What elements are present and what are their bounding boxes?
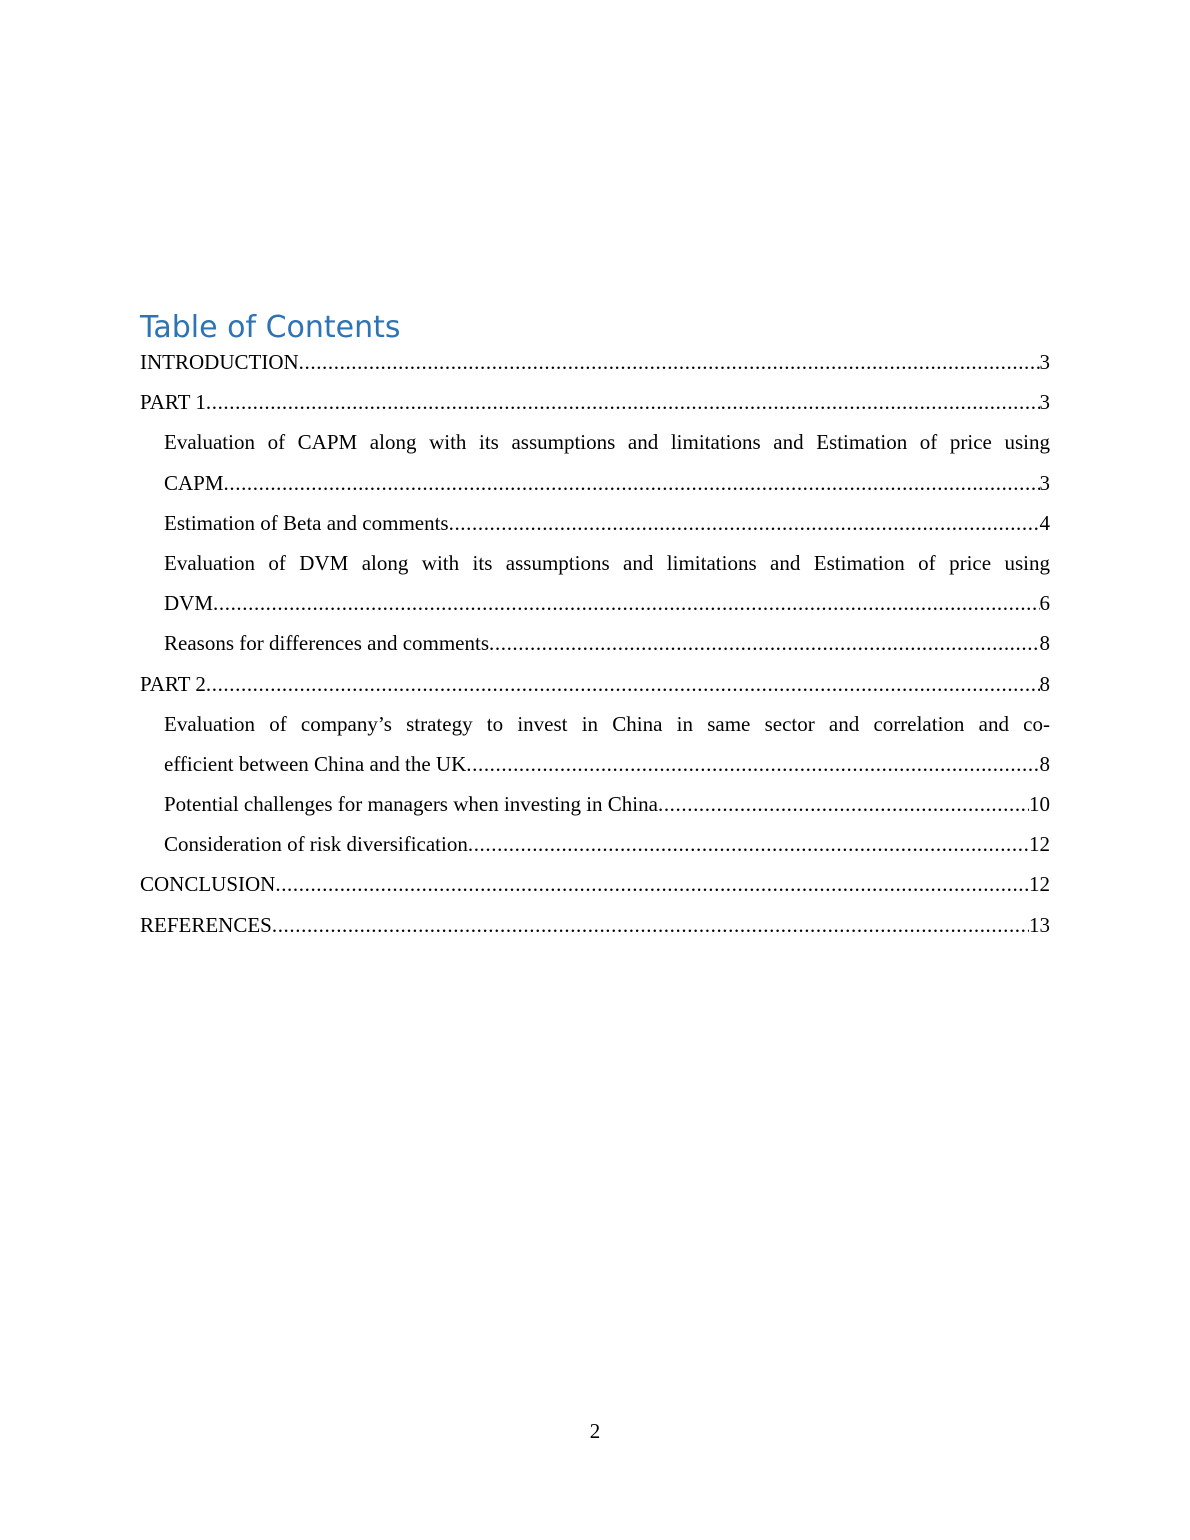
toc-entry-line <box>140 905 1050 945</box>
toc-entry-title: CAPM <box>164 470 224 495</box>
toc-entry-part-1[interactable] <box>140 382 1050 422</box>
toc-entry-line <box>164 623 1050 663</box>
toc-heading: Table of Contents <box>140 310 401 345</box>
toc-entry-title-line-1: Evaluation of company’s strategy to invest in China in same sector and correlation and co- <box>164 711 1050 736</box>
toc-entry-line <box>164 824 1050 864</box>
toc-entry-line <box>140 382 1050 422</box>
toc-entry-title: INTRODUCTION <box>140 350 299 374</box>
dot-leader <box>206 664 1040 704</box>
dot-leader <box>658 784 1029 824</box>
dot-leader <box>275 864 1029 904</box>
table-of-contents <box>140 342 1050 945</box>
toc-page-number: 8 <box>1039 751 1050 776</box>
toc-entry-title-line-1: Evaluation of DVM along with its assumptions and limitations and Estimation of price using <box>164 550 1050 575</box>
toc-entry-title: Reasons for differences and comments <box>164 631 490 656</box>
toc-entry-references[interactable] <box>140 905 1050 945</box>
toc-page-number: 8 <box>1039 631 1050 656</box>
toc-entry-differences[interactable] <box>140 623 1050 663</box>
toc-entry-title: PART 2 <box>140 671 206 696</box>
toc-entry-title: Estimation of Beta and comments <box>164 510 449 535</box>
toc-entry-line <box>164 503 1050 543</box>
page-number: 2 <box>589 1419 601 1443</box>
toc-entry-dvm-evaluation[interactable] <box>140 543 1050 623</box>
toc-entry-risk-diversification[interactable] <box>140 824 1050 864</box>
toc-entry-conclusion[interactable] <box>140 864 1050 904</box>
toc-entry-challenges[interactable] <box>140 784 1050 824</box>
toc-entry-line <box>164 463 1050 503</box>
toc-page-number: 12 <box>1029 872 1050 897</box>
dot-leader <box>466 744 1039 784</box>
toc-page-number: 13 <box>1029 912 1050 937</box>
toc-page-number: 3 <box>1039 470 1050 495</box>
toc-entry-line <box>140 342 1050 382</box>
toc-entry-part-2[interactable] <box>140 664 1050 704</box>
dot-leader <box>489 623 1039 663</box>
toc-entry-title: PART 1 <box>140 390 206 415</box>
toc-page-number: 8 <box>1039 671 1050 696</box>
toc-entry-line <box>140 864 1050 904</box>
toc-page-number: 4 <box>1039 510 1050 535</box>
toc-entry-title: Consideration of risk diversification <box>164 832 468 857</box>
toc-entry-title: REFERENCES <box>140 912 272 937</box>
toc-page-number: 3 <box>1039 350 1050 374</box>
dot-leader <box>224 463 1040 503</box>
toc-entry-title: CONCLUSION <box>140 872 276 897</box>
toc-page-number: 6 <box>1039 591 1050 616</box>
dot-leader <box>213 583 1039 623</box>
toc-page-number: 10 <box>1029 792 1050 817</box>
toc-entry-title: DVM <box>164 591 214 616</box>
toc-page-number: 3 <box>1039 390 1050 415</box>
toc-entry-introduction[interactable] <box>140 342 1050 382</box>
toc-entry-line <box>164 784 1050 824</box>
dot-leader <box>206 382 1040 422</box>
toc-entry-line <box>164 583 1050 623</box>
dot-leader <box>299 342 1040 382</box>
toc-entry-title-line-1: Evaluation of CAPM along with its assumptions and limitations and Estimation of price using <box>164 430 1050 455</box>
dot-leader <box>272 905 1029 945</box>
toc-page-number: 12 <box>1029 832 1050 857</box>
dot-leader <box>468 824 1029 864</box>
dot-leader <box>449 503 1040 543</box>
toc-entry-title: Potential challenges for managers when investing in China <box>164 792 658 817</box>
toc-entry-title: efficient between China and the UK <box>164 751 467 776</box>
toc-entry-china-strategy[interactable] <box>140 704 1050 784</box>
toc-entry-line <box>164 744 1050 784</box>
toc-entry-line <box>140 664 1050 704</box>
toc-entry-capm-evaluation[interactable] <box>140 422 1050 502</box>
toc-entry-beta-estimation[interactable] <box>140 503 1050 543</box>
